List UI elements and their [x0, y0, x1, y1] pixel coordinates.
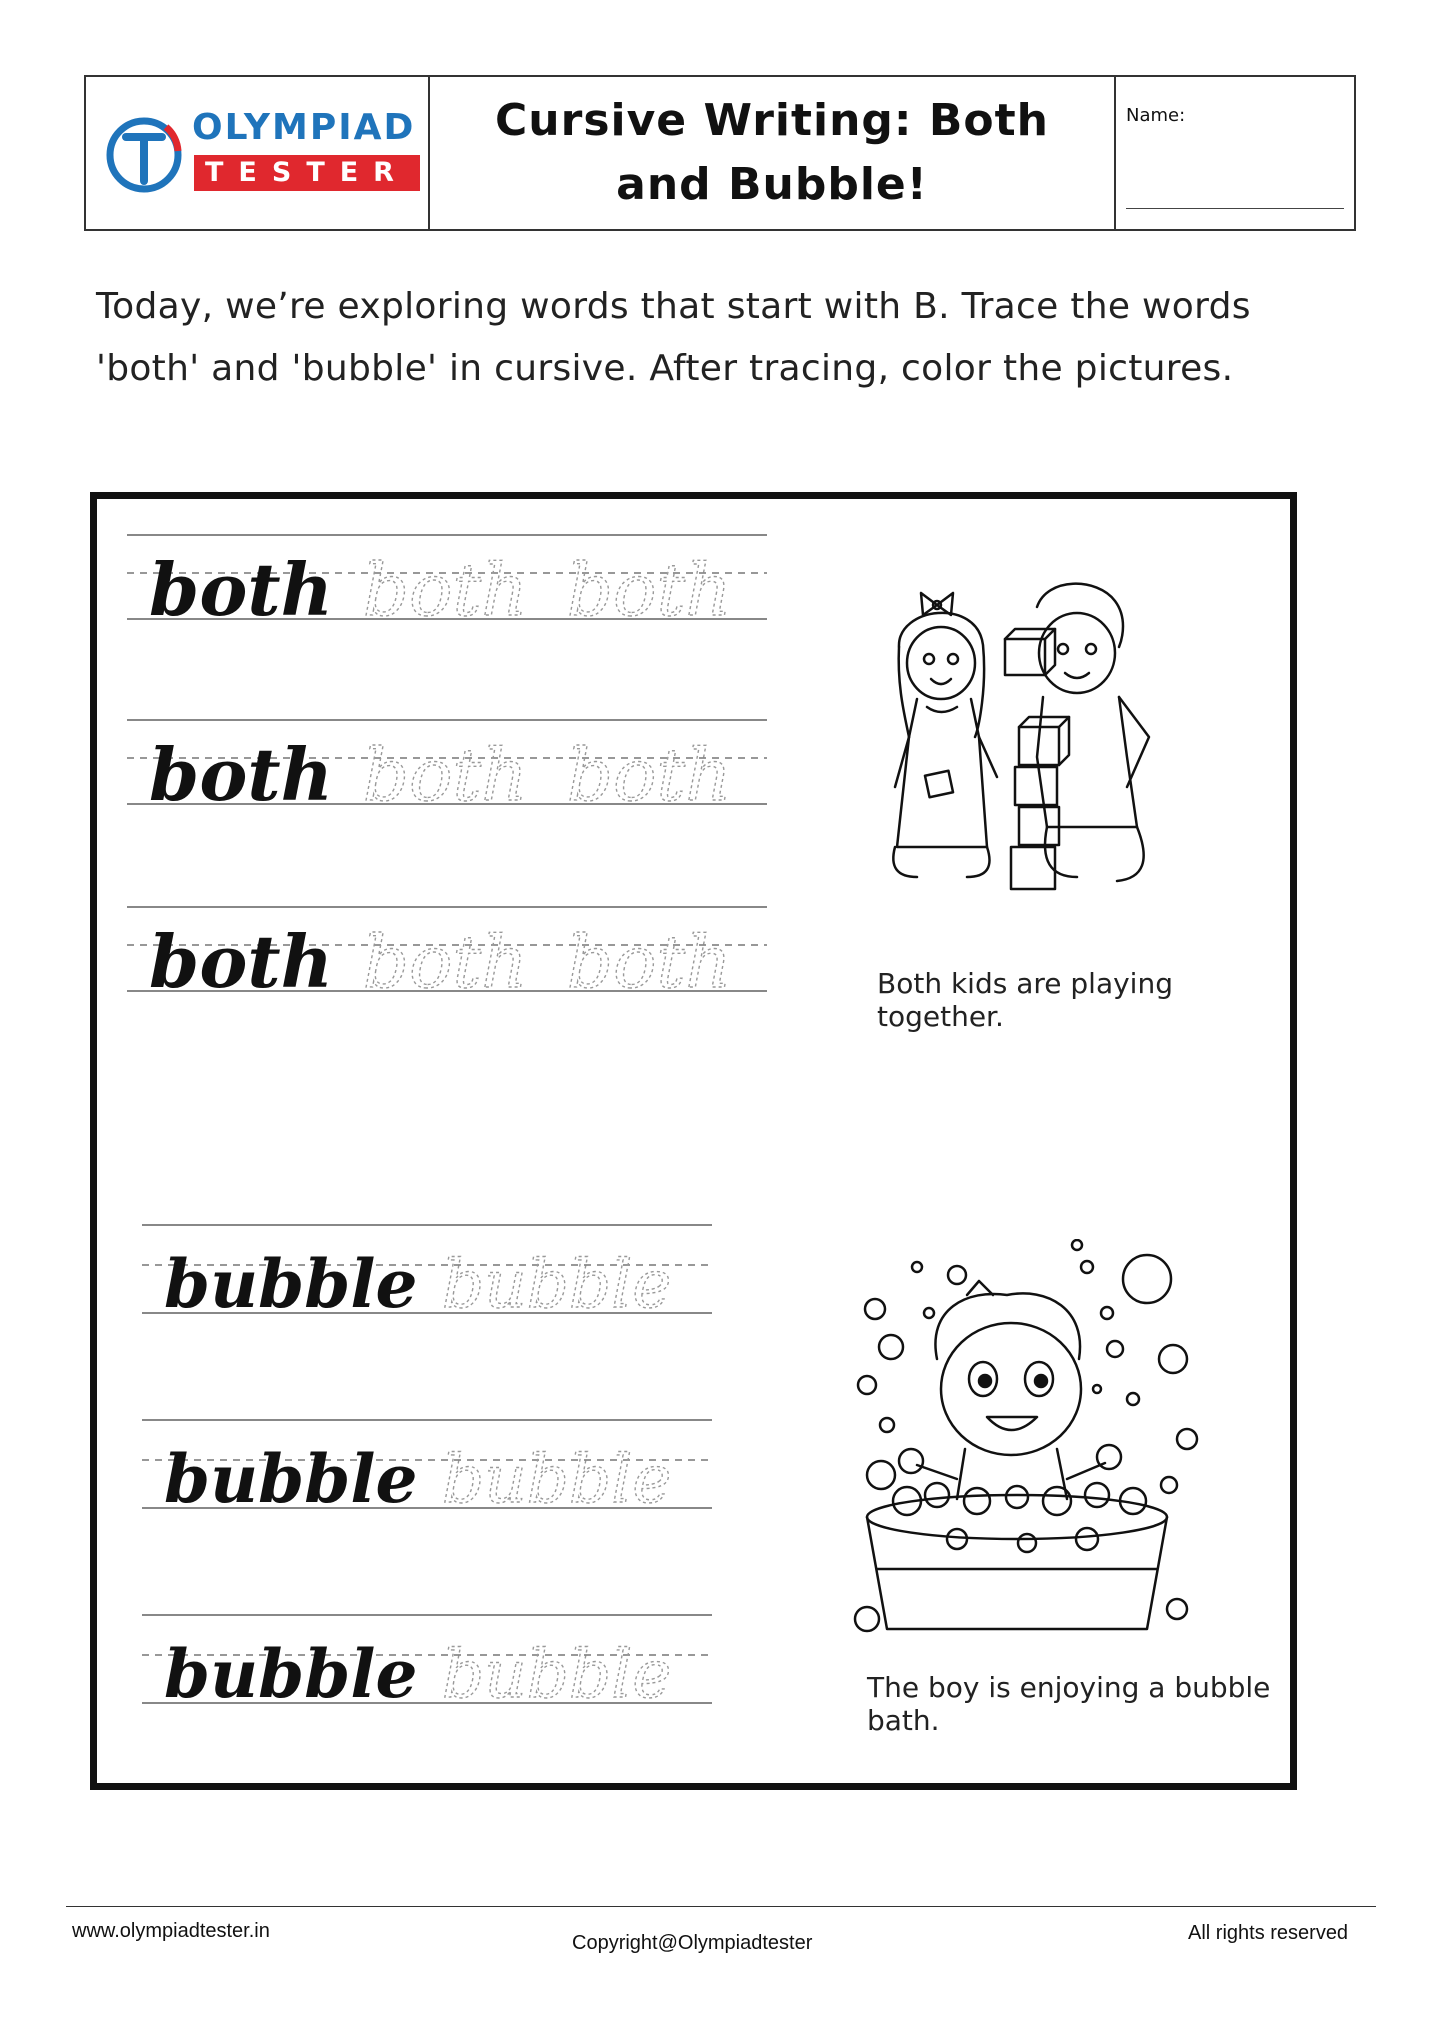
model-word: bubble [164, 1440, 418, 1518]
model-word: bubble [164, 1635, 418, 1713]
trace-word: both [363, 733, 528, 817]
both-practice-row-3 [127, 891, 767, 1009]
logo-cell [86, 77, 430, 229]
name-write-line[interactable] [1126, 208, 1344, 209]
both-practice-row-2 [127, 704, 767, 822]
worksheet-title: Cursive Writing: Both and Bubble! [495, 95, 1049, 210]
trace-word: both [567, 733, 732, 817]
logo-text-top: OLYMPIAD [192, 107, 416, 148]
both-practice-row-1 [127, 519, 767, 637]
title-cell [430, 77, 1116, 229]
footer-divider [66, 1906, 1376, 1907]
trace-word: both [363, 548, 528, 632]
bubble-practice-row-2 [142, 1404, 712, 1522]
trace-word: bubble [442, 1636, 672, 1713]
trace-word: both [567, 548, 732, 632]
trace-word: bubble [442, 1246, 672, 1323]
boy-bubble-bath-illustration [847, 1239, 1227, 1639]
model-word: bubble [164, 1245, 418, 1323]
picture-caption-1: Both kids are playing together. [877, 967, 1173, 1033]
handwriting-lines [142, 1209, 712, 1327]
model-word: both [149, 732, 333, 817]
picture-caption-2: The boy is enjoying a bubble bath. [867, 1671, 1271, 1737]
name-label: Name: [1126, 105, 1186, 126]
worksheet-frame [90, 492, 1297, 1790]
handwriting-lines [127, 519, 767, 637]
bubble-practice-row-1 [142, 1209, 712, 1327]
footer-website[interactable]: www.olympiadtester.in [72, 1920, 270, 1942]
olympiad-logo-icon [104, 107, 184, 203]
footer-rights: All rights reserved [1188, 1922, 1349, 1944]
bubble-practice-row-3 [142, 1599, 712, 1717]
logo-text-bottom: TESTER [194, 155, 420, 191]
handwriting-lines [127, 704, 767, 822]
model-word: both [149, 919, 333, 1004]
trace-word: both [567, 920, 732, 1004]
instructions-text: Today, we’re exploring words that start with B. Trace the words 'both' and 'bubble' in cursive. After tracing, color the pictures. [96, 286, 1251, 389]
trace-word: bubble [442, 1441, 672, 1518]
footer-copyright: Copyright@Olympiadtester [572, 1932, 813, 1954]
model-word: both [149, 547, 333, 632]
kids-playing-blocks-illustration [887, 577, 1187, 927]
handwriting-lines [142, 1599, 712, 1717]
trace-word: both [363, 920, 528, 1004]
name-cell [1116, 77, 1354, 229]
handwriting-lines [127, 891, 767, 1009]
worksheet-header [84, 75, 1356, 231]
handwriting-lines [142, 1404, 712, 1522]
